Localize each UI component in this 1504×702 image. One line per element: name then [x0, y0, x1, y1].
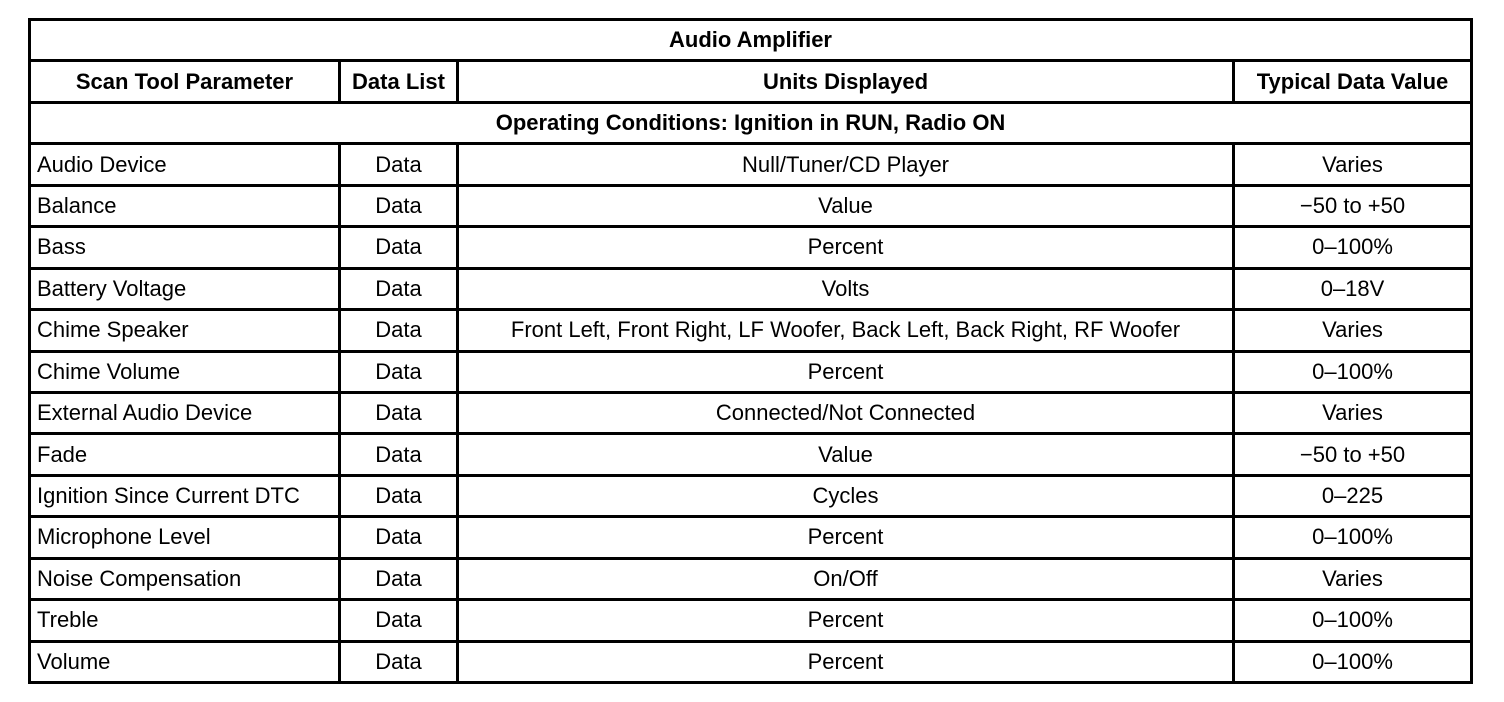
cell-data-list: Data — [340, 227, 458, 268]
operating-conditions: Operating Conditions: Ignition in RUN, Radio ON — [30, 102, 1472, 143]
table-row — [30, 558, 1472, 599]
cell-units: Cycles — [458, 475, 1234, 516]
conditions-row — [30, 102, 1472, 143]
cell-units: Null/Tuner/CD Player — [458, 144, 1234, 185]
table-row — [30, 310, 1472, 351]
title-row — [30, 20, 1472, 61]
cell-typical-value: 0–100% — [1234, 227, 1472, 268]
table-row — [30, 475, 1472, 516]
cell-data-list: Data — [340, 434, 458, 475]
cell-typical-value: Varies — [1234, 310, 1472, 351]
cell-parameter: Balance — [30, 185, 340, 226]
table-row — [30, 227, 1472, 268]
cell-typical-value: Varies — [1234, 558, 1472, 599]
cell-data-list: Data — [340, 558, 458, 599]
cell-parameter: Chime Volume — [30, 351, 340, 392]
cell-data-list: Data — [340, 641, 458, 682]
table-row — [30, 144, 1472, 185]
cell-units: Percent — [458, 600, 1234, 641]
cell-typical-value: 0–225 — [1234, 475, 1472, 516]
cell-units: Percent — [458, 517, 1234, 558]
cell-typical-value: 0–100% — [1234, 641, 1472, 682]
table-row — [30, 351, 1472, 392]
cell-units: Volts — [458, 268, 1234, 309]
table-row — [30, 600, 1472, 641]
table-title: Audio Amplifier — [30, 20, 1472, 61]
table-row — [30, 185, 1472, 226]
cell-units: Value — [458, 185, 1234, 226]
audio-amplifier-table — [28, 18, 1473, 684]
cell-units: Value — [458, 434, 1234, 475]
cell-units: Connected/Not Connected — [458, 392, 1234, 433]
cell-typical-value: Varies — [1234, 392, 1472, 433]
cell-data-list: Data — [340, 392, 458, 433]
cell-typical-value: 0–100% — [1234, 600, 1472, 641]
cell-parameter: Audio Device — [30, 144, 340, 185]
cell-units: Percent — [458, 227, 1234, 268]
cell-parameter: Battery Voltage — [30, 268, 340, 309]
cell-data-list: Data — [340, 475, 458, 516]
table-row — [30, 268, 1472, 309]
column-header-data-list: Data List — [340, 61, 458, 102]
cell-units: Percent — [458, 641, 1234, 682]
cell-typical-value: −50 to +50 — [1234, 434, 1472, 475]
table-row — [30, 641, 1472, 682]
cell-parameter: Treble — [30, 600, 340, 641]
cell-typical-value: 0–100% — [1234, 517, 1472, 558]
header-row — [30, 61, 1472, 102]
cell-typical-value: 0–100% — [1234, 351, 1472, 392]
cell-data-list: Data — [340, 185, 458, 226]
cell-typical-value: Varies — [1234, 144, 1472, 185]
cell-data-list: Data — [340, 600, 458, 641]
cell-parameter: Chime Speaker — [30, 310, 340, 351]
cell-data-list: Data — [340, 144, 458, 185]
column-header-typical-value: Typical Data Value — [1234, 61, 1472, 102]
cell-parameter: Microphone Level — [30, 517, 340, 558]
cell-parameter: Noise Compensation — [30, 558, 340, 599]
cell-parameter: Fade — [30, 434, 340, 475]
cell-parameter: Ignition Since Current DTC — [30, 475, 340, 516]
cell-data-list: Data — [340, 310, 458, 351]
cell-data-list: Data — [340, 517, 458, 558]
cell-parameter: Bass — [30, 227, 340, 268]
cell-data-list: Data — [340, 268, 458, 309]
table-row — [30, 434, 1472, 475]
column-header-units: Units Displayed — [458, 61, 1234, 102]
cell-parameter: Volume — [30, 641, 340, 682]
cell-data-list: Data — [340, 351, 458, 392]
column-header-parameter: Scan Tool Parameter — [30, 61, 340, 102]
table-body — [30, 20, 1472, 683]
table-row — [30, 517, 1472, 558]
table-row — [30, 392, 1472, 433]
cell-units: Front Left, Front Right, LF Woofer, Back Left, Back Right, RF Woofer — [458, 310, 1234, 351]
cell-units: Percent — [458, 351, 1234, 392]
cell-typical-value: 0–18V — [1234, 268, 1472, 309]
cell-typical-value: −50 to +50 — [1234, 185, 1472, 226]
cell-units: On/Off — [458, 558, 1234, 599]
cell-parameter: External Audio Device — [30, 392, 340, 433]
